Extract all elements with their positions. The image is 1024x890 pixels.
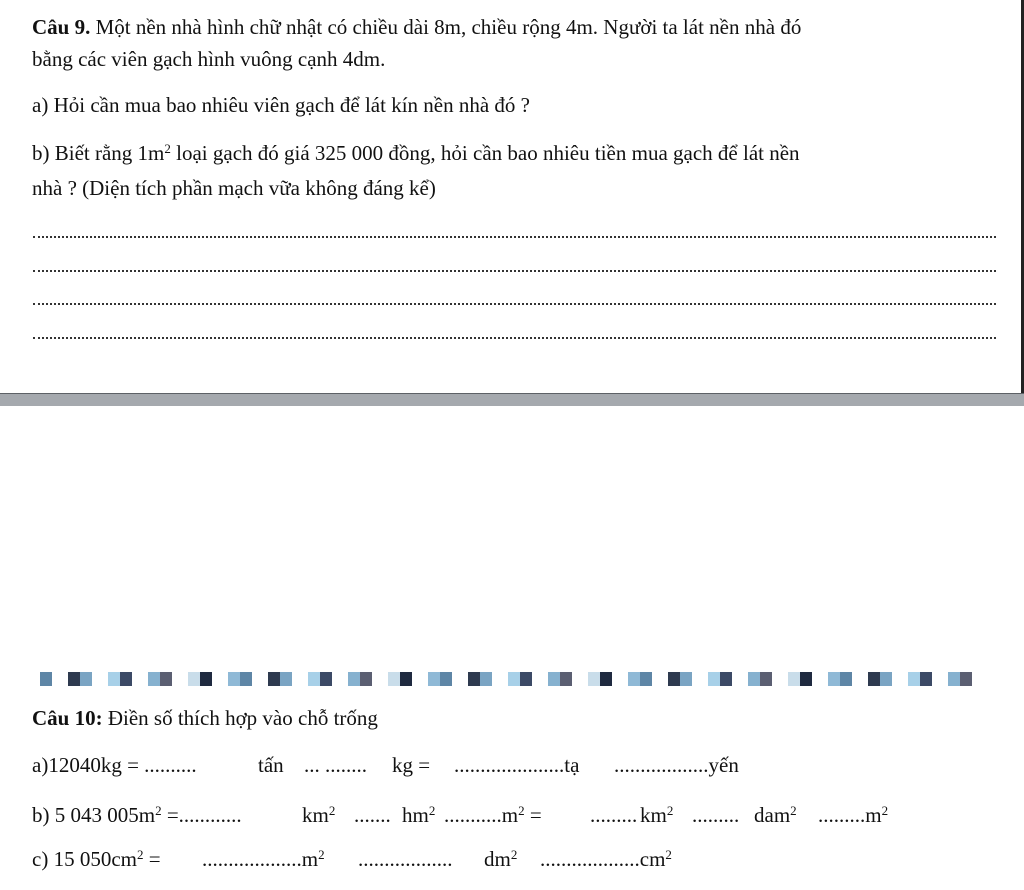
- answer-line: [33, 337, 996, 339]
- strip-block: [108, 672, 120, 686]
- strip-block: [720, 672, 732, 686]
- strip-block: [280, 672, 292, 686]
- strip-block: [708, 672, 720, 686]
- strip-block: [120, 672, 132, 686]
- strip-block: [600, 672, 612, 686]
- strip-block: [228, 672, 240, 686]
- strip-block: [668, 672, 680, 686]
- q9-part-b: b) Biết rằng $1m^2$ loại gạch đó giá 325 000 đồng, hỏi cần bao nhiêu tiền mua gạch để lát nền: [32, 141, 800, 165]
- q9-label: Câu 9.: [32, 15, 91, 39]
- strip-block: [788, 672, 800, 686]
- blank-area: [0, 406, 1024, 666]
- answer-line: [33, 236, 996, 238]
- strip-block: [628, 672, 640, 686]
- strip-block: [960, 672, 972, 686]
- strip-block: [308, 672, 320, 686]
- strip-block: [80, 672, 92, 686]
- strip-block: [400, 672, 412, 686]
- strip-block: [320, 672, 332, 686]
- answer-line: [33, 270, 996, 272]
- strip-block: [948, 672, 960, 686]
- strip-block: [520, 672, 532, 686]
- q9-line-1: Câu 9. Một nền nhà hình chữ nhật có chiều dài 8m, chiều rộng 4m. Người ta lát nền nhà đó: [32, 15, 802, 39]
- strip-block: [68, 672, 80, 686]
- strip-block: [348, 672, 360, 686]
- q9-part-a: a) Hỏi cần mua bao nhiêu viên gạch để lát kín nền nhà đó ?: [32, 93, 530, 117]
- q10-label: Câu 10:: [32, 706, 103, 730]
- strip-block: [640, 672, 652, 686]
- page-separator-bar: [0, 393, 1024, 407]
- strip-block: [760, 672, 772, 686]
- strip-block: [188, 672, 200, 686]
- q9-line-2: bằng các viên gạch hình vuông cạnh 4dm.: [32, 47, 386, 71]
- page-top: [0, 0, 1024, 395]
- strip-block: [268, 672, 280, 686]
- strip-block: [508, 672, 520, 686]
- strip-block: [560, 672, 572, 686]
- strip-block: [360, 672, 372, 686]
- strip-block: [480, 672, 492, 686]
- strip-block: [880, 672, 892, 686]
- strip-block: [200, 672, 212, 686]
- strip-block: [588, 672, 600, 686]
- decorative-pixel-strip: [40, 672, 990, 686]
- strip-block: [160, 672, 172, 686]
- strip-block: [440, 672, 452, 686]
- strip-block: [428, 672, 440, 686]
- strip-block: [40, 672, 52, 686]
- q9-part-b-line-2: nhà ? (Diện tích phần mạch vữa không đáng kể): [32, 176, 436, 200]
- answer-line: [33, 303, 996, 305]
- strip-block: [240, 672, 252, 686]
- strip-block: [800, 672, 812, 686]
- strip-block: [468, 672, 480, 686]
- strip-block: [840, 672, 852, 686]
- strip-block: [868, 672, 880, 686]
- strip-block: [680, 672, 692, 686]
- strip-block: [388, 672, 400, 686]
- strip-block: [828, 672, 840, 686]
- strip-block: [908, 672, 920, 686]
- q10-heading: Câu 10: Điền số thích hợp vào chỗ trống: [32, 706, 378, 730]
- strip-block: [548, 672, 560, 686]
- strip-block: [920, 672, 932, 686]
- strip-block: [748, 672, 760, 686]
- strip-block: [148, 672, 160, 686]
